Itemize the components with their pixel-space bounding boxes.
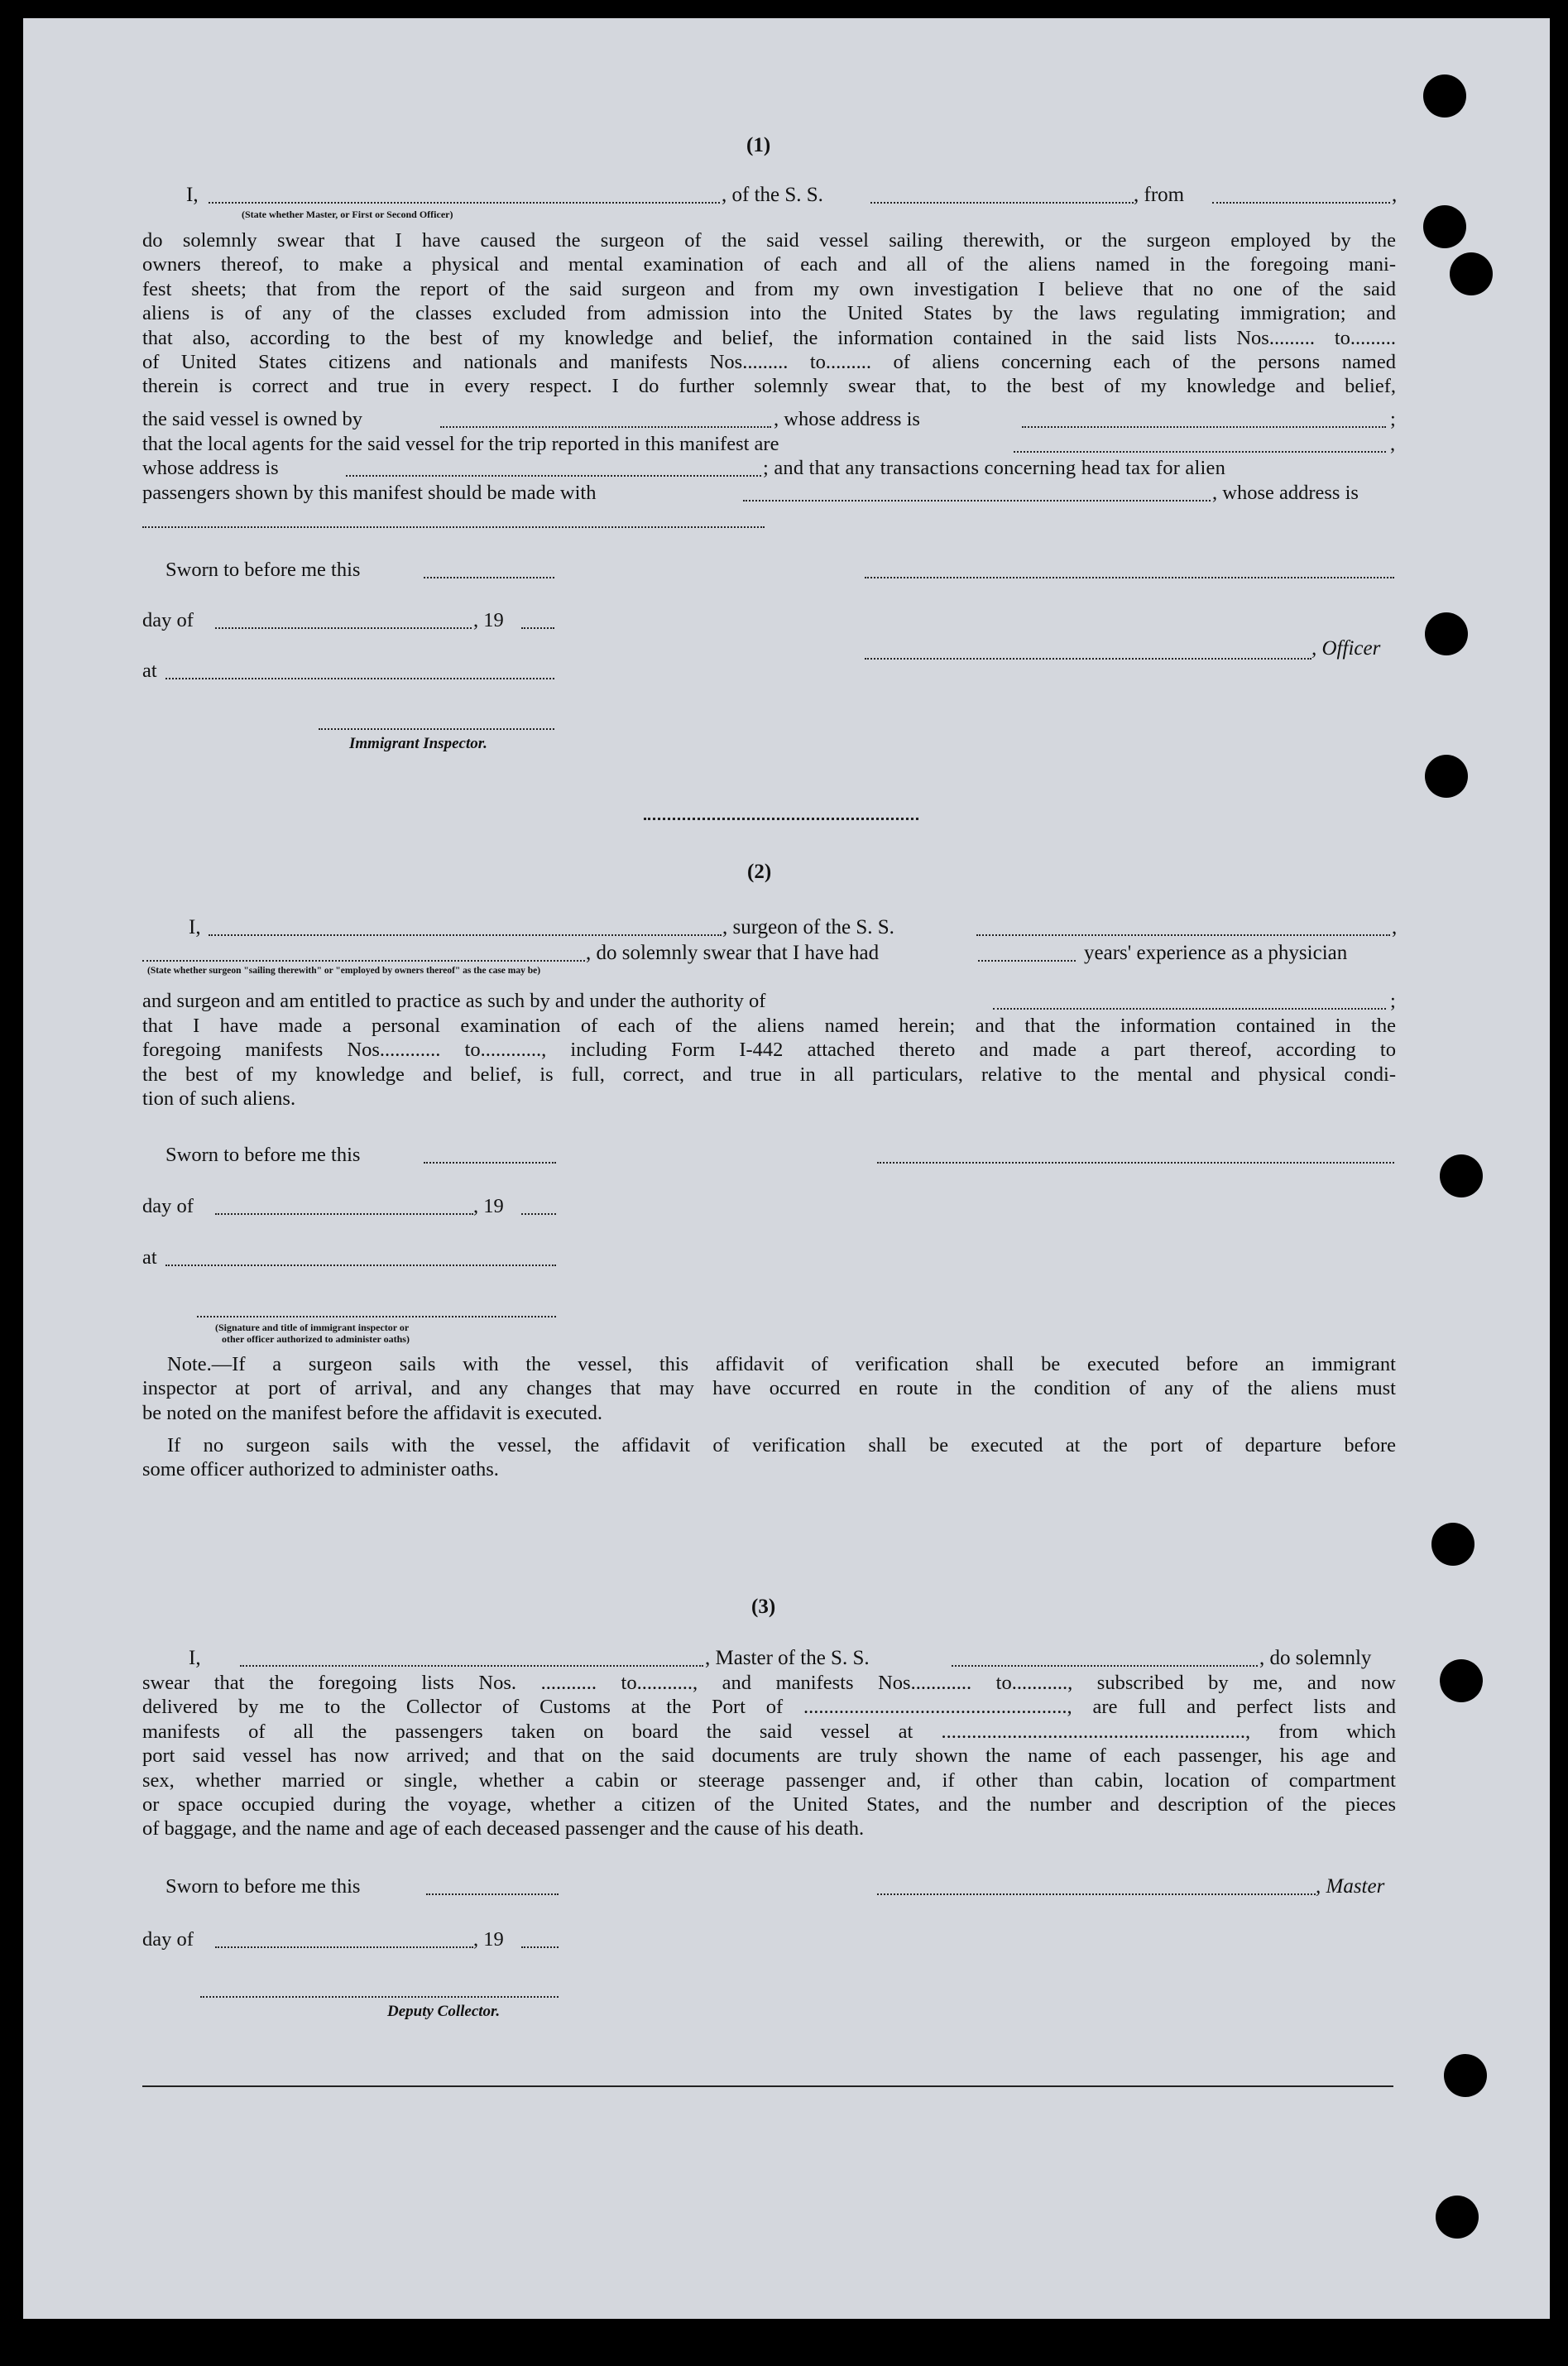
section-3-number: (3) <box>751 1596 776 1618</box>
s2-swear-label: , do solemnly swear that I have had <box>586 942 880 964</box>
bottom-rule <box>142 2085 1393 2087</box>
note-line: be noted on the manifest before the affidavit is executed. <box>142 1401 603 1424</box>
punch-hole <box>1440 1659 1483 1702</box>
s2-sworn-day-blank[interactable] <box>424 1162 556 1164</box>
s3-collector-signature-blank[interactable] <box>200 1996 559 1998</box>
note-line: If no surgeon sails with the vessel, the affidavit of verification shall be executed at the port of departure before <box>167 1434 1396 1457</box>
s2-authority-label: and surgeon and am entitled to practice as such by and under the authority of <box>142 990 766 1012</box>
s2-oath-line: tion of such aliens. <box>142 1087 296 1111</box>
s2-day-of-label: day of <box>142 1195 194 1217</box>
s3-sworn-label: Sworn to before me this <box>165 1875 361 1898</box>
s3-month-blank[interactable] <box>215 1946 473 1948</box>
s3-sworn-day-blank[interactable] <box>426 1893 559 1895</box>
note-line: inspector at port of arrival, and any changes that may have occurred en route in the condition of any of the aliens must <box>142 1377 1396 1400</box>
s1-officer-title-blank[interactable] <box>865 658 1311 660</box>
punch-hole <box>1440 1154 1483 1197</box>
s2-i-label: I, <box>189 916 201 938</box>
s2-year-blank[interactable] <box>521 1213 556 1215</box>
punch-hole <box>1425 755 1468 798</box>
s2-surgeon-name-blank[interactable] <box>209 934 722 936</box>
s3-master-of-ss-label: , Master of the S. S. <box>705 1647 870 1669</box>
punch-hole <box>1423 74 1466 118</box>
s1-head-tax-text: ; and that any transactions concerning head tax for alien <box>763 457 1226 479</box>
s1-i-label: I, <box>186 184 199 206</box>
s1-sworn-day-blank[interactable] <box>424 577 554 578</box>
s1-agents-blank[interactable] <box>1014 451 1386 453</box>
s3-master-name-blank[interactable] <box>240 1665 703 1667</box>
s1-officer-name-blank[interactable] <box>209 202 720 204</box>
s1-oath-line: of United States citizens and nationals and manifests Nos......... to......... of aliens concerning each of the persons named <box>142 350 1396 373</box>
s1-owner-blank[interactable] <box>440 426 771 428</box>
s1-oath-line: fest sheets; that from the report of the said surgeon and from my own investigation I believe that no one of the said <box>142 277 1396 300</box>
s3-oath-line: delivered by me to the Collector of Customs at the Port of ...................................................., are full and perfect lists and <box>142 1696 1396 1719</box>
s3-swear-label: , do solemnly <box>1259 1647 1372 1669</box>
s3-oath-text <box>142 1671 1396 1841</box>
s1-month-blank[interactable] <box>215 627 472 629</box>
s1-day-of-label: day of <box>142 609 194 631</box>
s2-authority-blank[interactable] <box>993 1008 1386 1010</box>
s3-i-label: I, <box>189 1647 201 1669</box>
s1-owned-by-label: the said vessel is owned by <box>142 408 363 430</box>
note-line: Note.—If a surgeon sails with the vessel, this affidavit of verification shall be executed before an immigrant <box>167 1353 1396 1375</box>
punch-hole <box>1423 205 1466 248</box>
section-1-number: (1) <box>746 134 771 156</box>
s1-oath-line: aliens is of any of the classes excluded from admission into the United States by the laws regulating immigration; and <box>142 302 1396 325</box>
s2-signature-note-1: (Signature and title of immigrant inspector or <box>215 1322 410 1333</box>
section-2-number: (2) <box>747 861 772 883</box>
s2-at-label: at <box>142 1246 157 1269</box>
s3-oath-line: or space occupied during the voyage, whether a citizen of the United States, and the number and description of the pieces <box>142 1792 1396 1816</box>
s1-of-ss-label: , of the S. S. <box>722 184 823 206</box>
s2-year-label: , 19 <box>473 1195 504 1217</box>
s3-oath-line: sex, whether married or single, whether a cabin or steerage passenger and, if other than cabin, location of compartment <box>142 1769 1396 1792</box>
punch-hole <box>1444 2054 1487 2097</box>
s1-line1-end: , <box>1392 184 1398 206</box>
punch-hole <box>1431 1523 1474 1566</box>
s1-officer-signature-blank[interactable] <box>865 577 1394 578</box>
s1-head-tax-address-blank[interactable] <box>142 526 765 528</box>
note-line: some officer authorized to administer oaths. <box>142 1458 499 1481</box>
s2-surgeon-signature-blank[interactable] <box>877 1162 1394 1164</box>
s1-head-tax-party-blank[interactable] <box>743 500 1211 502</box>
s2-authority-end: ; <box>1390 990 1396 1012</box>
s2-surgeon-type-blank[interactable] <box>142 960 585 962</box>
s1-agents-address-blank[interactable] <box>346 475 761 477</box>
s1-head-tax-address-label: , whose address is <box>1212 482 1359 504</box>
s2-oath-text <box>142 1014 1396 1111</box>
s2-sworn-label: Sworn to before me this <box>165 1144 361 1166</box>
s2-years-blank[interactable] <box>978 960 1076 962</box>
s1-agents-address-label: whose address is <box>142 457 279 479</box>
s2-years-label: years' experience as a physician <box>1084 942 1348 964</box>
s1-agents-label: that the local agents for the said vessel for the trip reported in this manifest are <box>142 433 779 455</box>
s3-oath-line: of baggage, and the name and age of each deceased passenger and the cause of his death. <box>142 1817 865 1840</box>
s1-oath-line: do solemnly swear that I have caused the surgeon of the said vessel sailing therewith, or the surgeon employed by the <box>142 229 1396 252</box>
s2-vessel-name-blank[interactable] <box>976 934 1390 936</box>
s3-oath-line: port said vessel has now arrived; and that on the said documents are truly shown the name of each passenger, his age and <box>142 1745 1396 1768</box>
s1-from-port-blank[interactable] <box>1212 202 1390 204</box>
s1-year-blank[interactable] <box>521 627 554 629</box>
s3-day-of-label: day of <box>142 1928 194 1951</box>
s1-vessel-name-blank[interactable] <box>870 202 1134 204</box>
s1-officer-note: (State whether Master, or First or Second Officer) <box>242 209 453 220</box>
s1-owned-end: ; <box>1390 408 1396 430</box>
s3-year-blank[interactable] <box>521 1946 559 1948</box>
note-text <box>142 1352 1396 1425</box>
s1-officer-label: , Officer <box>1311 637 1381 660</box>
s1-owner-address-blank[interactable] <box>1022 426 1386 428</box>
s3-oath-line: manifests of all the passengers taken on board the said vessel at ............................................................, from which <box>142 1720 1396 1743</box>
note-text-2 <box>142 1433 1396 1482</box>
s2-oath-line: the best of my knowledge and belief, is full, correct, and true in all particulars, relative to the mental and physical condi- <box>142 1063 1396 1086</box>
s1-inspector-signature-blank[interactable] <box>319 728 554 730</box>
s2-surgeon-type-note: (State whether surgeon "sailing therewith" or "employed by owners thereof" as the case may be) <box>147 966 541 976</box>
s1-from-label: , from <box>1134 184 1185 206</box>
s1-sworn-label: Sworn to before me this <box>165 559 361 581</box>
s1-year-label: , 19 <box>473 609 504 631</box>
s3-deputy-collector-label: Deputy Collector. <box>387 2003 501 2020</box>
s2-surgeon-of-ss-label: , surgeon of the S. S. <box>722 916 894 938</box>
s1-inspector-label: Immigrant Inspector. <box>349 735 487 752</box>
s2-inspector-signature-blank[interactable] <box>197 1316 556 1317</box>
s3-master-signature-blank[interactable] <box>877 1893 1316 1895</box>
s1-agents-end: , <box>1390 433 1396 455</box>
s2-oath-line: that I have made a personal examination of each of the aliens named herein; and that the information contained in the <box>142 1015 1396 1037</box>
s2-month-blank[interactable] <box>215 1213 473 1215</box>
s1-oath-line: owners thereof, to make a physical and mental examination of each and all of the aliens named in the foregoing mani- <box>142 253 1396 276</box>
s3-master-label: , Master <box>1316 1875 1385 1898</box>
s1-owner-address-label: , whose address is <box>774 408 920 430</box>
punch-hole <box>1436 2196 1479 2239</box>
s1-at-place-blank[interactable] <box>165 678 554 679</box>
s3-year-label: , 19 <box>473 1928 504 1951</box>
s2-oath-line: foregoing manifests Nos............ to............, including Form I-442 attached thereto and made a part thereof, according to <box>142 1039 1396 1062</box>
punch-hole <box>1450 252 1493 295</box>
s1-at-label: at <box>142 660 157 682</box>
s1-oath-line: therein is correct and true in every respect. I do further solemnly swear that, to the best of my knowledge and belief, <box>142 375 1396 398</box>
s1-oath-text <box>142 228 1396 399</box>
s1-head-tax-with-label: passengers shown by this manifest should be made with <box>142 482 597 504</box>
s3-vessel-name-blank[interactable] <box>952 1665 1258 1667</box>
s2-at-place-blank[interactable] <box>165 1265 556 1266</box>
s2-signature-note-2: other officer authorized to administer oaths) <box>222 1333 410 1345</box>
separator <box>644 818 918 820</box>
s3-oath-line: swear that the foregoing lists Nos. ........... to..........., and manifests Nos............ to..........., subscribed by me, and now <box>142 1672 1396 1694</box>
s2-line1-end: , <box>1392 916 1398 938</box>
s1-oath-line: that also, according to the best of my knowledge and belief, the information contained in the said lists Nos......... to......... <box>142 326 1396 349</box>
punch-hole <box>1425 612 1468 655</box>
